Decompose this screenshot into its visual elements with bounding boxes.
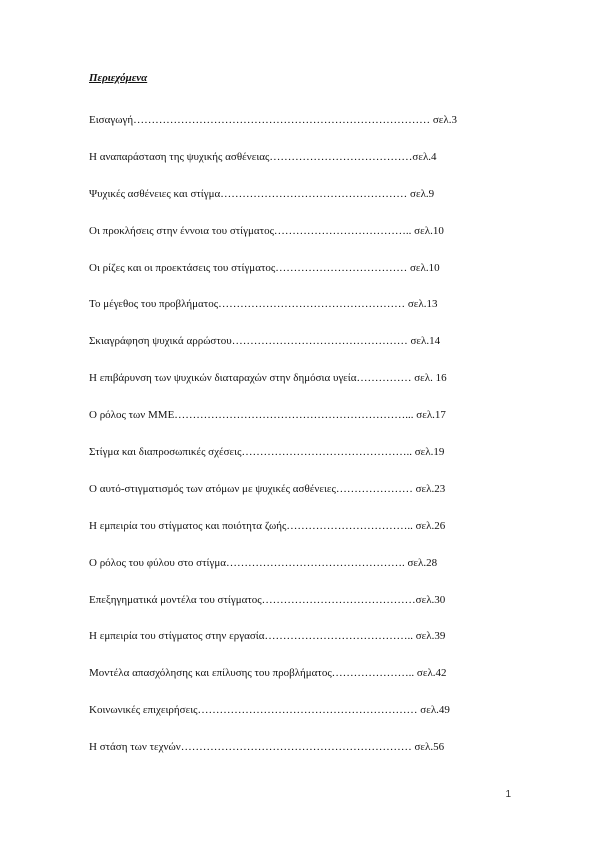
toc-entry: Εισαγωγή……………………………………………………………………… σελ.3 bbox=[89, 114, 457, 126]
page-number: 1 bbox=[505, 789, 511, 800]
toc-entry: Μοντέλα απασχόλησης και επίλυσης του προβλήματος………………….. σελ.42 bbox=[89, 667, 447, 680]
toc-entry: Επεξηγηματικά μοντέλα του στίγματος……………………………………σελ.30 bbox=[89, 593, 446, 606]
toc-entry: Κοινωνικές επιχειρήσεις…………………………………………………… σελ.49 bbox=[89, 704, 450, 717]
toc-entry: Ψυχικές ασθένειες και στίγμα…………………………………………… σελ.9 bbox=[89, 187, 435, 200]
toc-entry: Ο ρόλος των ΜΜΕ………………………………………………………... σελ.17 bbox=[89, 409, 446, 422]
toc-entry: Η αναπαράσταση της ψυχικής ασθένειας…………………………………σελ.4 bbox=[89, 150, 437, 163]
toc-title: Περιεχόμενα bbox=[89, 72, 148, 84]
toc-entry: Η στάση των τεχνών……………………………………………………… σελ.56 bbox=[89, 741, 445, 754]
toc-entry: Ο ρόλος του φύλου στο στίγμα…………………………………………. σελ.28 bbox=[89, 556, 438, 569]
toc-entry: Σκιαγράφηση ψυχικά αρρώστου………………………………………… σελ.14 bbox=[89, 335, 441, 348]
toc-entry: Οι ρίζες και οι προεκτάσεις του στίγματος……………………………… σελ.10 bbox=[89, 261, 440, 274]
toc-entry: Ο αυτό-στιγματισμός των ατόμων με ψυχικές ασθένειες………………… σελ.23 bbox=[89, 482, 446, 495]
toc-entry: Το μέγεθος του προβλήματος…………………………………………… σελ.13 bbox=[89, 298, 438, 311]
toc-list bbox=[89, 112, 489, 776]
toc-entry: Η εμπειρία του στίγματος και ποιότητα ζωής…………………………….. σελ.26 bbox=[89, 519, 446, 532]
toc-entry: Στίγμα και διαπροσωπικές σχέσεις……………………………………….. σελ.19 bbox=[89, 446, 445, 459]
toc-entry: Οι προκλήσεις στην έννοια του στίγματος……………………………….. σελ.10 bbox=[89, 224, 444, 237]
toc-entry: Η επιβάρυνση των ψυχικών διαταραχών στην δημόσια υγεία…………… σελ. 16 bbox=[89, 372, 447, 385]
toc-entry: Η εμπειρία του στίγματος στην εργασία………………………………….. σελ.39 bbox=[89, 630, 446, 643]
